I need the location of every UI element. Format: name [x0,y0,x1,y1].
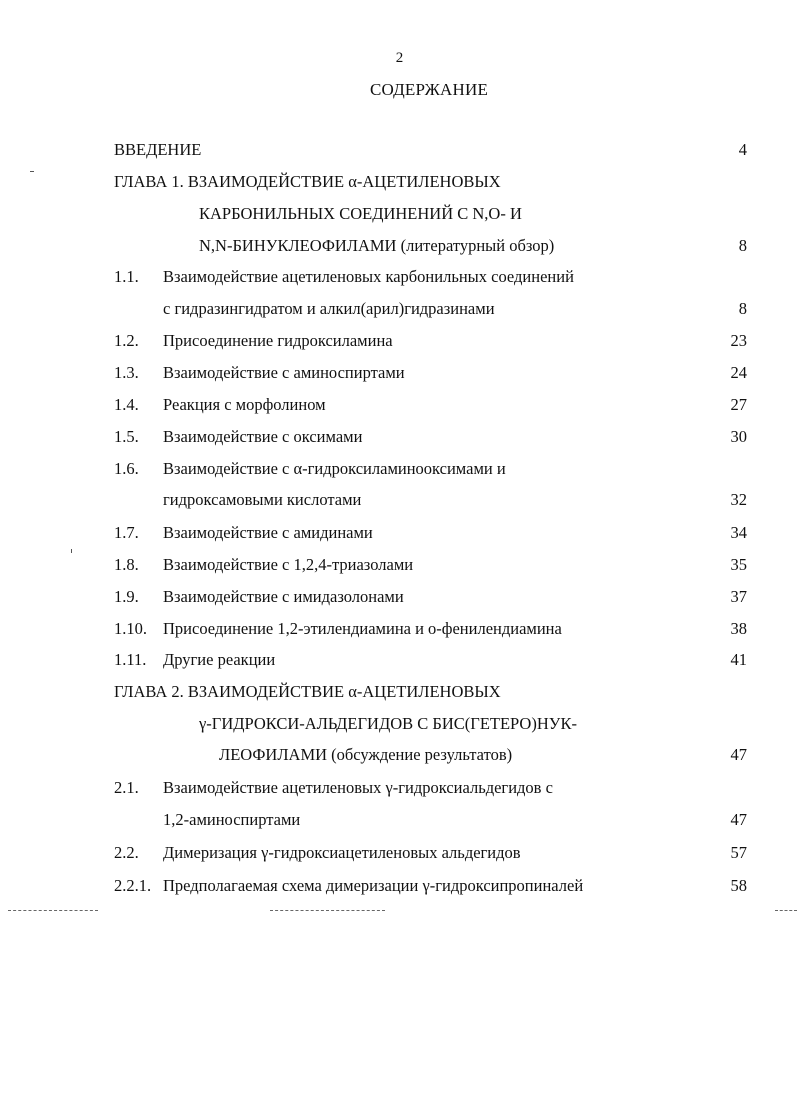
toc-entry-label-cont: N,N-БИНУКЛЕОФИЛАМИ (литературный обзор) [199,236,555,255]
toc-entry-number: 1.2. [114,331,139,350]
toc-entry-number: 1.9. [114,587,139,606]
toc-entry-label: Взаимодействие ацетиленовых карбонильных соединений [163,267,574,286]
toc-entry-number: 2.1. [114,778,139,797]
toc-entry-number: 1.11. [114,650,147,669]
toc-entry-label-cont: КАРБОНИЛЬНЫХ СОЕДИНЕНИЙ С N,O- И [199,204,522,223]
toc-entry-label: Димеризация γ-гидроксиацетиленовых альдегидов [163,843,521,862]
toc-entry-label-cont: γ-ГИДРОКСИ-АЛЬДЕГИДОВ С БИС(ГЕТЕРО)НУК- [199,714,577,733]
scan-artifact-mark [30,171,34,172]
toc-entry-number: 1.5. [114,427,139,446]
toc-entry-number: 2.2. [114,843,139,862]
scan-artifact-line [775,910,797,911]
toc-entry-number: 1.8. [114,555,139,574]
toc-entry-number: 1.7. [114,523,139,542]
toc-entry-label: Предполагаемая схема димеризации γ-гидроксипропиналей [163,876,584,895]
toc-entry-label: Реакция с морфолином [163,395,326,414]
toc-entry-page: 8 [738,299,747,318]
toc-entry-page: 35 [730,555,747,574]
toc-entry-page: 27 [730,395,747,414]
toc-entry-page: 23 [730,331,747,350]
page-title: СОДЕРЖАНИЕ [369,80,489,99]
toc-entry-label: ГЛАВА 1. ВЗАИМОДЕЙСТВИЕ α-АЦЕТИЛЕНОВЫХ [114,172,501,191]
toc-entry-label: Взаимодействие ацетиленовых γ-гидроксиальдегидов с [163,778,553,797]
scan-artifact-mark [71,549,72,553]
toc-entry-label: Другие реакции [163,650,276,669]
toc-entry-page: 47 [730,745,747,764]
toc-entry-number: 1.3. [114,363,139,382]
toc-entry-label: ГЛАВА 2. ВЗАИМОДЕЙСТВИЕ α-АЦЕТИЛЕНОВЫХ [114,682,501,701]
toc-entry-page: 32 [730,490,747,509]
toc-entry-number: 1.6. [114,459,139,478]
toc-entry-page: 47 [730,810,747,829]
toc-entry-label-cont: 1,2-аминоспиртами [163,810,301,829]
toc-entry-label-cont: с гидразингидратом и алкил(арил)гидразинами [163,299,495,318]
scan-artifact-line [270,910,385,911]
toc-entry-page: 30 [730,427,747,446]
toc-entry-page: 8 [738,236,747,255]
toc-entry-label: Взаимодействие с амидинами [163,523,373,542]
toc-entry-page: 57 [730,843,747,862]
toc-entry-number: 1.10. [114,619,147,638]
toc-entry-page: 37 [730,587,747,606]
page-number: 2 [395,50,404,66]
toc-entry-number: 2.2.1. [114,876,152,895]
toc-entry-label-cont: ЛЕОФИЛАМИ (обсуждение результатов) [219,745,513,764]
toc-entry-label: Взаимодействие с 1,2,4-триазолами [163,555,414,574]
toc-entry-label: ВВЕДЕНИЕ [114,140,202,159]
toc-entry-page: 4 [738,140,747,159]
toc-entry-label: Взаимодействие с аминоспиртами [163,363,405,382]
toc-entry-label-cont: гидроксамовыми кислотами [163,490,362,509]
toc-entry-label: Взаимодействие с α-гидроксиламинооксимами и [163,459,506,478]
toc-entry-page: 58 [730,876,747,895]
toc-entry-number: 1.4. [114,395,139,414]
toc-entry-page: 41 [730,650,747,669]
toc-entry-number: 1.1. [114,267,139,286]
toc-entry-label: Взаимодействие с имидазолонами [163,587,404,606]
toc-entry-label: Присоединение 1,2-этилендиамина и о-фенилендиамина [163,619,562,638]
toc-entry-label: Присоединение гидроксиламина [163,331,393,350]
scan-artifact-line [8,910,98,911]
toc-entry-page: 34 [730,523,747,542]
toc-entry-page: 38 [730,619,747,638]
toc-entry-page: 24 [730,363,747,382]
toc-entry-label: Взаимодействие с оксимами [163,427,363,446]
